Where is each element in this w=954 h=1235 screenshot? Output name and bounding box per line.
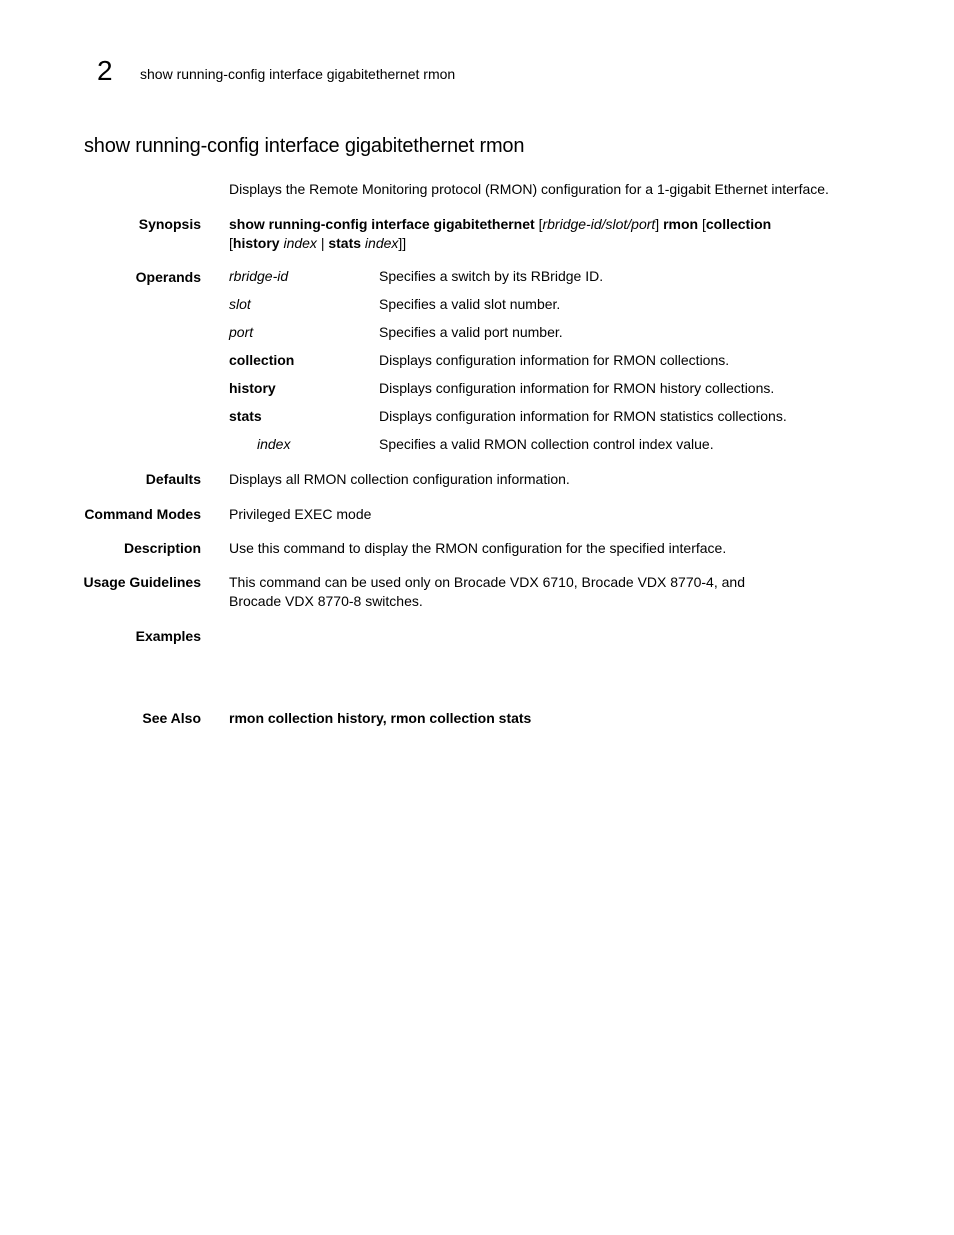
operand-desc: Displays configuration information for RMON history collections. — [379, 380, 775, 396]
operand-term: rbridge-id — [229, 268, 289, 284]
see-also-label: See Also — [142, 710, 201, 726]
operand-term: stats — [229, 408, 262, 424]
synopsis-index: index — [361, 235, 399, 251]
synopsis-index: index — [279, 235, 317, 251]
see-also-links[interactable]: rmon collection history, rmon collection stats — [229, 710, 532, 726]
bracket: [ — [698, 216, 706, 232]
synopsis-label: Synopsis — [138, 216, 201, 232]
operand-term: collection — [229, 352, 295, 368]
synopsis-collection: collection — [705, 216, 772, 232]
bracket: [ — [534, 216, 543, 232]
usage-guidelines-label: Usage Guidelines — [83, 574, 201, 590]
operand-term: history — [229, 380, 276, 396]
description-text: Use this command to display the RMON configuration for the specified interface. — [229, 540, 727, 556]
bracket: ]] — [398, 235, 407, 251]
operand-term: slot — [229, 296, 251, 312]
operand-desc: Specifies a valid port number. — [379, 324, 563, 340]
synopsis-stats: stats — [328, 235, 362, 251]
synopsis-rmon: rmon — [663, 216, 699, 232]
intro-text: Displays the Remote Monitoring protocol (RMON) configuration for a 1-gigabit Ethernet interface. — [229, 181, 829, 197]
running-head: show running-config interface gigabitethernet rmon — [140, 66, 456, 82]
bracket: ] — [655, 216, 664, 232]
description-label: Description — [123, 540, 201, 556]
synopsis-command: show running-config interface gigabitethernet — [229, 216, 535, 232]
examples-label: Examples — [135, 628, 201, 644]
operand-desc: Specifies a valid slot number. — [379, 296, 561, 312]
defaults-text: Displays all RMON collection configuration information. — [229, 471, 570, 487]
chapter-number: 2 — [97, 55, 113, 86]
defaults-label: Defaults — [145, 471, 201, 487]
command-modes-text: Privileged EXEC mode — [229, 506, 372, 522]
usage-guidelines-line-2: Brocade VDX 8770-8 switches. — [229, 593, 423, 609]
pipe: | — [316, 235, 329, 251]
command-modes-label: Command Modes — [84, 506, 201, 522]
page-title: show running-config interface gigabitethernet rmon — [84, 135, 525, 157]
synopsis-line-1 — [229, 215, 771, 234]
operand-desc: Specifies a valid RMON collection control index value. — [379, 436, 714, 452]
operand-term: index — [257, 436, 291, 452]
operand-desc: Displays configuration information for RMON collections. — [379, 352, 730, 368]
usage-guidelines-line-1: This command can be used only on Brocade VDX 6710, Brocade VDX 8770-4, and — [229, 574, 745, 590]
bracket: [ — [229, 235, 233, 251]
operand-desc: Specifies a switch by its RBridge ID. — [379, 268, 604, 284]
synopsis-line-2 — [229, 234, 406, 253]
operands-label: Operands — [135, 269, 201, 285]
synopsis-history: history — [232, 235, 280, 251]
operand-desc: Displays configuration information for RMON statistics collections. — [379, 408, 787, 424]
operand-term: port — [229, 324, 254, 340]
synopsis-arg: rbridge-id/slot/port — [542, 216, 656, 232]
